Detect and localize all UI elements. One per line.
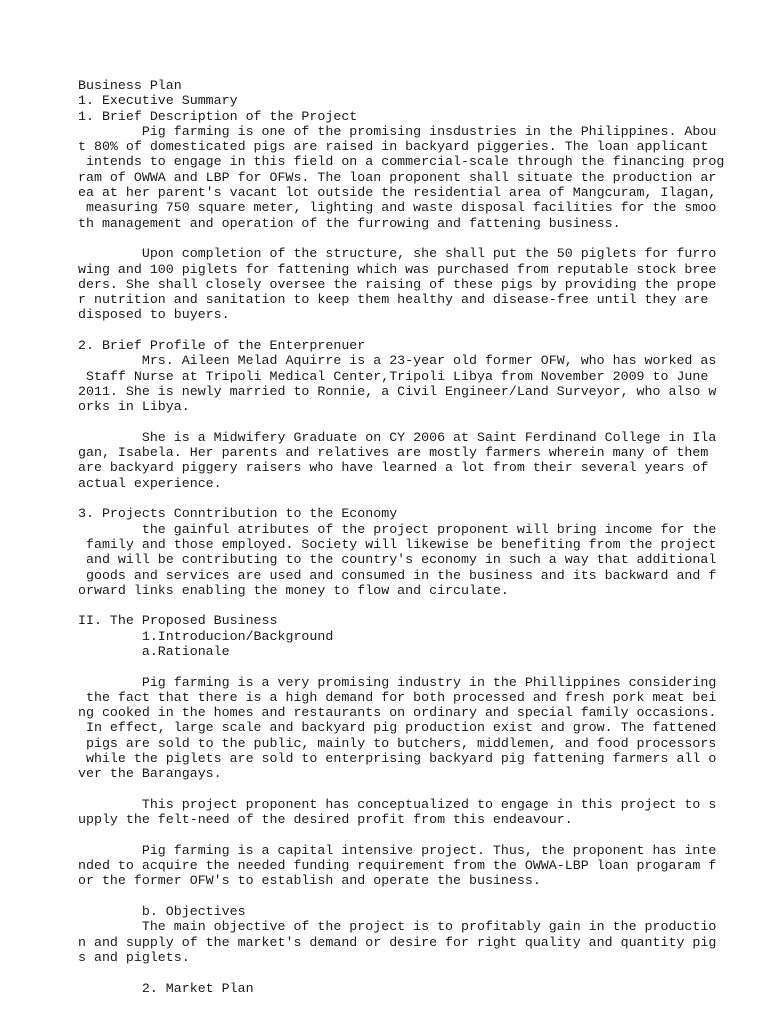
text-line: r nutrition and sanitation to keep them healthy and disease-free until they are (78, 292, 709, 308)
text-line: 2. Market Plan (78, 980, 254, 996)
text-line: wing and 100 piglets for fattening which was purchased from reputable stock bree (78, 261, 717, 277)
text-line: This project proponent has conceptualized to engage in this project to s (78, 796, 717, 812)
text-line: 2011. She is newly married to Ronnie, a Civil Engineer/Land Surveyor, who also w (78, 383, 717, 399)
text-line: goods and services are used and consumed in the business and its backward and f (78, 567, 717, 583)
text-line: The main objective of the project is to profitably gain in the productio (78, 919, 717, 935)
text-line: a.Rationale (78, 643, 230, 659)
text-line: Staff Nurse at Tripoli Medical Center,Tripoli Libya from November 2009 to June (78, 368, 709, 384)
text-line: intends to engage in this field on a commercial-scale through the financing prog (78, 154, 725, 170)
text-line (78, 491, 768, 506)
text-line: ng cooked in the homes and restaurants on ordinary and special family occasions. (78, 705, 717, 721)
text-line (78, 598, 768, 613)
text-line: Pig farming is one of the promising insdustries in the Philippines. Abou (78, 123, 717, 139)
text-line: She is a Midwifery Graduate on CY 2006 at Saint Ferdinand College in Ila (78, 429, 717, 445)
text-line: ram of OWWA and LBP for OFWs. The loan proponent shall situate the production ar (78, 169, 717, 185)
text-line: In effect, large scale and backyard pig production exist and grow. The fattened (78, 720, 717, 736)
text-line: family and those employed. Society will likewise be benefiting from the project (78, 536, 717, 552)
text-line: while the piglets are sold to enterprising backyard pig fattening farmers all o (78, 751, 717, 767)
text-line: b. Objectives (78, 904, 246, 920)
text-line: 1. Brief Description of the Project (78, 108, 358, 124)
text-line (78, 231, 768, 246)
document-body (78, 78, 768, 996)
text-line: disposed to buyers. (78, 307, 230, 323)
text-line: 1.Introducion/Background (78, 628, 334, 644)
text-line: actual experience. (78, 475, 222, 491)
text-line: II. The Proposed Business (78, 613, 278, 629)
text-line: Pig farming is a very promising industry in the Phillippines considering (78, 674, 717, 690)
text-line: Pig farming is a capital intensive project. Thus, the proponent has inte (78, 842, 717, 858)
text-line: are backyard piggery raisers who have learned a lot from their several years of (78, 460, 709, 476)
text-line: gan, Isabela. Her parents and relatives are mostly farmers wherein many of them (78, 445, 709, 461)
text-line (78, 828, 768, 843)
text-line (78, 965, 768, 980)
text-line: nded to acquire the needed funding requirement from the OWWA-LBP loan progaram f (78, 858, 717, 874)
text-line: the gainful atributes of the project proponent will bring income for the (78, 521, 717, 537)
text-line (78, 782, 768, 797)
text-line: orward links enabling the money to flow and circulate. (78, 582, 509, 598)
text-line: Upon completion of the structure, she shall put the 50 piglets for furro (78, 246, 717, 262)
text-line: n and supply of the market's demand or desire for right quality and quantity pig (78, 934, 717, 950)
text-line: Mrs. Aileen Melad Aquirre is a 23-year old former OFW, who has worked as (78, 353, 717, 369)
text-line (78, 415, 768, 430)
text-line: 2. Brief Profile of the Enterprenuer (78, 338, 366, 354)
text-line: measuring 750 square meter, lighting and waste disposal facilities for the smoo (78, 200, 717, 216)
text-line: pigs are sold to the public, mainly to butchers, middlemen, and food processors (78, 735, 717, 751)
text-line: and will be contributing to the country's economy in such a way that additional (78, 552, 717, 568)
text-line: upply the felt-need of the desired profit from this endeavour. (78, 812, 573, 828)
text-line: orks in Libya. (78, 399, 190, 415)
text-line: or the former OFW's to establish and operate the business. (78, 873, 541, 889)
text-line: 1. Executive Summary (78, 93, 238, 109)
text-line: Business Plan (78, 78, 182, 93)
text-line: ders. She shall closely oversee the raising of these pigs by providing the prope (78, 276, 717, 292)
text-line: 3. Projects Conntribution to the Economy (78, 506, 398, 522)
text-line: s and piglets. (78, 949, 190, 965)
text-line: ver the Barangays. (78, 766, 222, 782)
text-line: t 80% of domesticated pigs are raised in backyard piggeries. The loan applicant (78, 139, 709, 155)
text-line (78, 659, 768, 674)
text-line (78, 889, 768, 904)
text-line (78, 323, 768, 338)
text-line: ea at her parent's vacant lot outside the residential area of Mangcuram, Ilagan, (78, 185, 717, 201)
text-line: the fact that there is a high demand for both processed and fresh pork meat bei (78, 689, 717, 705)
text-line: th management and operation of the furrowing and fattening business. (78, 215, 621, 231)
